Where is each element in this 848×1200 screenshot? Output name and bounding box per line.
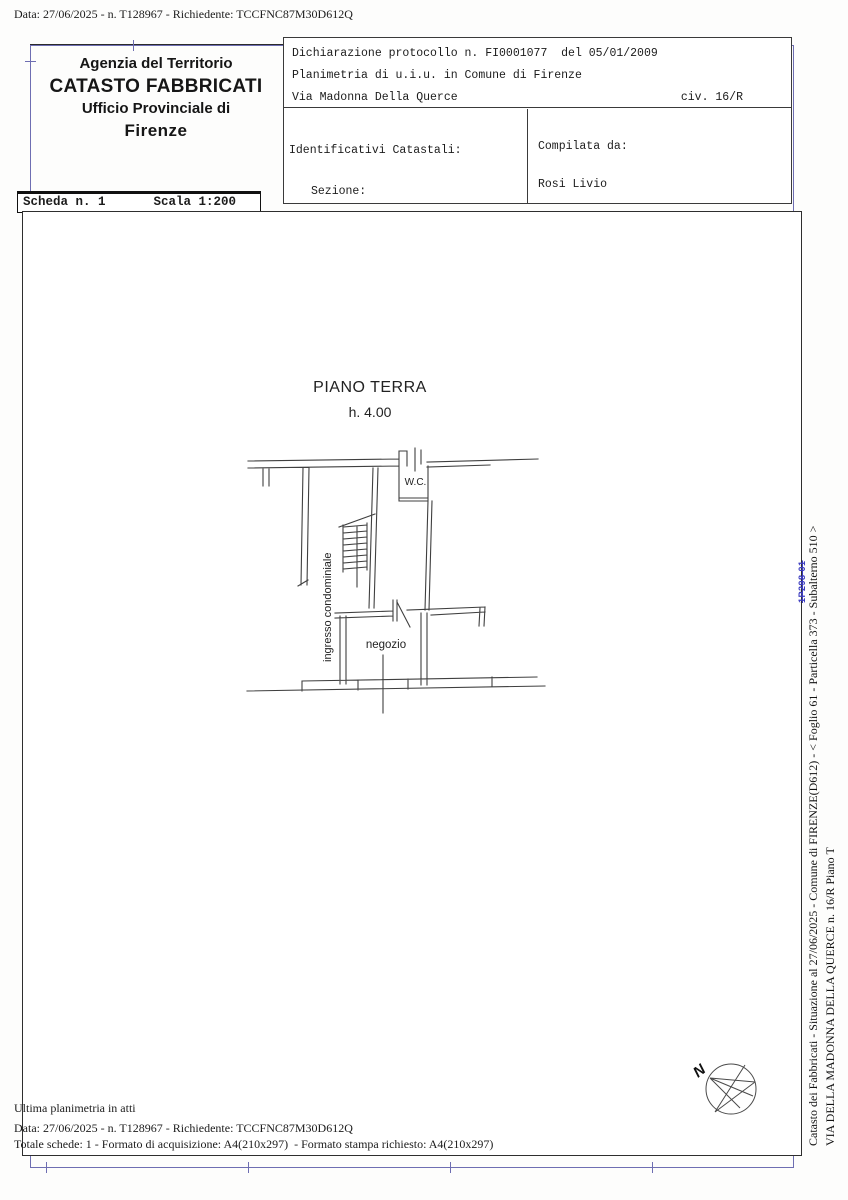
plan-walls xyxy=(247,448,545,713)
office-city: Firenze xyxy=(124,121,188,140)
identifiers-title: Identificativi Catastali: xyxy=(289,143,462,157)
header-top-rule xyxy=(30,44,283,45)
compass-circle xyxy=(706,1064,756,1114)
compass-needles xyxy=(710,1065,755,1112)
room-label-wc: W.C. xyxy=(404,477,427,488)
scheda-number: Scheda n. 1 xyxy=(23,195,106,209)
street-name: Via Madonna Della Querce xyxy=(292,91,458,104)
request-note-top: Data: 27/06/2025 - n. T128967 - Richiedente: TCCFNC87M30D612Q xyxy=(14,7,353,21)
frame-tick xyxy=(133,40,134,51)
floor-title: PIANO TERRA xyxy=(313,379,427,396)
frame-tick xyxy=(652,1162,653,1173)
civic-number: civ. 16/R xyxy=(680,91,743,104)
frame-tick xyxy=(46,1162,47,1173)
request-note-bottom: Data: 27/06/2025 - n. T128967 - Richiedente: TCCFNC87M30D612Q xyxy=(14,1121,353,1135)
compiler-label: Compilata da: xyxy=(538,139,628,153)
north-label: N xyxy=(689,1061,710,1082)
compiler-name: Rosi Livio xyxy=(538,178,608,191)
subject-line: Planimetria di u.i.u. in Comune di Firenze xyxy=(292,69,582,82)
last-plan-note: Ultima planimetria in atti xyxy=(14,1101,136,1115)
catasto-title: CATASTO FABBRICATI xyxy=(49,76,263,97)
floor-plan-drawing xyxy=(245,448,545,718)
scale-label: Scala 1:200 xyxy=(153,195,236,209)
declaration-box xyxy=(283,37,792,204)
declaration-section xyxy=(284,38,791,107)
blue-stamp: 1P298 01 xyxy=(797,560,807,603)
ceiling-height: h. 4.00 xyxy=(348,404,392,420)
scheda-box xyxy=(17,191,261,213)
protocol-line: Dichiarazione protocollo n. FI0001077 del 05/01/2009 xyxy=(292,47,658,60)
address-line xyxy=(292,87,783,109)
compiler-section xyxy=(527,109,791,204)
agency-title-block xyxy=(30,54,282,142)
frame-tick xyxy=(248,1162,249,1173)
sheets-format-note: Totale schede: 1 - Formato di acquisizione: A4(210x297) - Formato stampa richiesto: A4(210x297) xyxy=(14,1137,494,1151)
room-label-shop: negozio xyxy=(365,639,407,651)
frame-tick xyxy=(450,1162,451,1173)
room-label-entrance: ingresso condominiale xyxy=(322,552,334,662)
margin-catasto-line: Catasto dei Fabbricati - Situazione al 27/06/2025 - Comune di FIRENZE(D612) - < Foglio 61 - Particella 373 - Subalterno 510 > xyxy=(806,525,820,1146)
identifiers-section xyxy=(284,109,791,204)
sezione-field: Sezione: xyxy=(311,185,367,199)
office-line: Ufficio Provinciale di xyxy=(81,100,231,117)
compass-rose xyxy=(689,1054,768,1124)
margin-address-line: VIA DELLA MADONNA DELLA QUERCE n. 16/R Piano T xyxy=(823,847,837,1146)
agency-name: Agenzia del Territorio xyxy=(79,55,233,72)
cadastral-identifiers xyxy=(284,109,527,204)
